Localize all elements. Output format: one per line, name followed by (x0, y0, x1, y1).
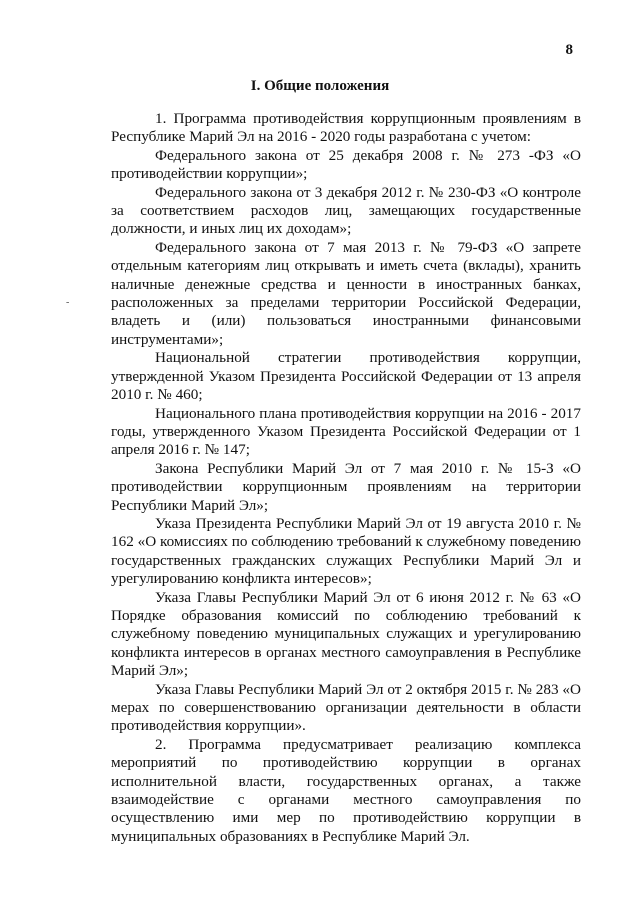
paragraph-republic-law-15: Закона Республики Марий Эл от 7 мая 2010 г. № 15-З «О противодействии коррупционным проявлениям на территории Республики Марий Эл»; (111, 459, 581, 514)
paragraph-law-273: Федерального закона от 25 декабря 2008 г. № 273 -ФЗ «О противодействии коррупции»; (111, 146, 581, 183)
section-title: I. Общие положения (250, 78, 390, 94)
paragraph-program-scope: 2. Программа предусматривает реализацию комплекса мероприятий по противодействию коррупции в органах исполнительной власти, государственных органах, а также взаимодействие с органами местного самоуправления по осуществлению ими мер по противодействию коррупции в муниципальных образованиях в Республике Марий Эл. (111, 735, 581, 845)
paragraph-national-strategy: Национальной стратегии противодействия коррупции, утвержденной Указом Президента Российской Федерации от 13 апреля 2010 г. № 460; (111, 349, 581, 404)
body-text (111, 110, 581, 846)
margin-mark: - (66, 297, 70, 308)
paragraph-law-79: Федерального закона от 7 мая 2013 г. № 79-ФЗ «О запрете отдельным категориям лиц открывать и иметь счета (вклады), хранить наличные денежные средства и ценности в иностранных банках, расположенных за пределами территории Российской Федерации, владеть и (или) пользоваться иностранными финансовыми инструментами»; (111, 238, 581, 348)
paragraph-national-plan: Национального плана противодействия коррупции на 2016 - 2017 годы, утвержденного Указом Президента Российской Федерации от 1 апреля 2016 г. № 147; (111, 404, 581, 459)
paragraph-law-230: Федерального закона от 3 декабря 2012 г. № 230-ФЗ «О контроле за соответствием расходов лиц, замещающих государственные должности, и иных лиц их доходам»; (111, 183, 581, 238)
paragraph-decree-283: Указа Главы Республики Марий Эл от 2 октября 2015 г. № 283 «О мерах по совершенствованию организации деятельности в области противодействия коррупции». (111, 680, 581, 735)
paragraph-decree-162: Указа Президента Республики Марий Эл от 19 августа 2010 г. № 162 «О комиссиях по соблюдению требований к служебному поведению государственных гражданских служащих Республики Марий Эл и урегулированию конфликта интересов»; (111, 514, 581, 588)
page-number: 8 (565, 42, 573, 58)
paragraph-decree-63: Указа Главы Республики Марий Эл от 6 июня 2012 г. № 63 «О Порядке образования комиссий по соблюдению требований к служебному поведению муниципальных служащих и урегулированию конфликта интересов в органах местного самоуправления в Республике Марий Эл»; (111, 588, 581, 680)
paragraph-program-basis: 1. Программа противодействия коррупционным проявлениям в Республике Марий Эл на 2016 - 2020 годы разработана с учетом: (111, 110, 581, 146)
